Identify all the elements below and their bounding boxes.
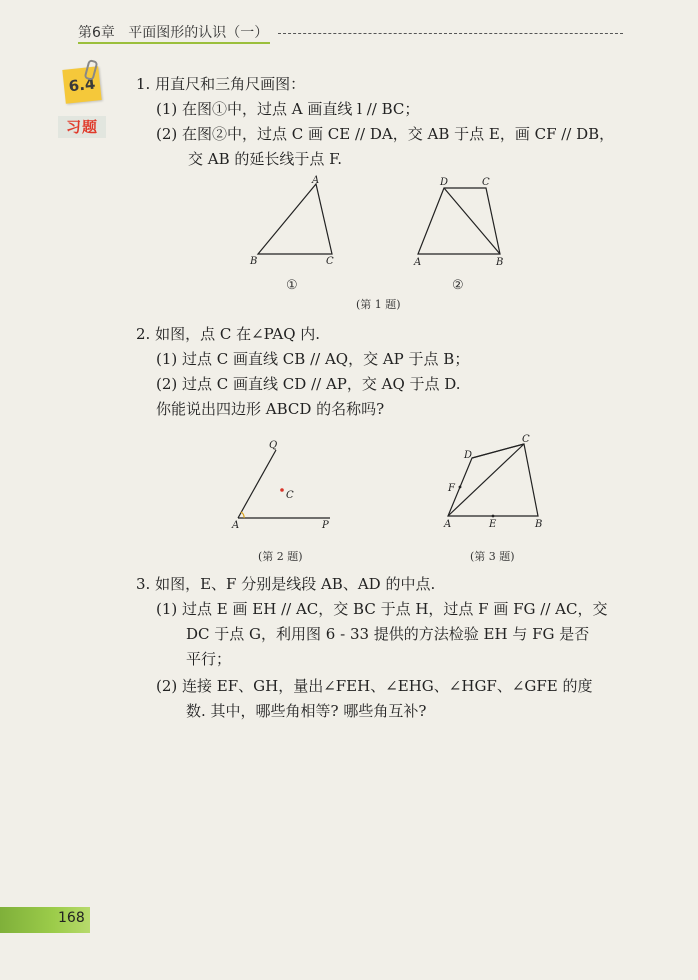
- q2-figure: [226, 436, 346, 536]
- q2-caption: (第 2 题): [258, 550, 303, 563]
- q1-fig1-number: ①: [286, 278, 298, 293]
- q3-part1: (1) 过点 E 画 EH // AC，交 BC 于点 H，过点 F 画 FG // AC，交: [156, 600, 608, 618]
- q2-part2: (2) 过点 C 画直线 CD // AP，交 AQ 于点 D.: [156, 375, 461, 393]
- q1-fig1-label-a: A: [312, 175, 320, 186]
- q1-fig1-label-b: B: [250, 256, 258, 267]
- q3-label-f: F: [448, 483, 455, 494]
- exercise-badge: [58, 66, 106, 138]
- q1-fig2-label-d: D: [440, 177, 449, 188]
- q1-fig1-label-c: C: [326, 256, 334, 267]
- q3-label-b: B: [535, 519, 543, 530]
- chapter-number: 第6章: [78, 25, 115, 41]
- page-number: 168: [58, 910, 85, 926]
- q1-part2-cont: 交 AB 的延长线于点 F.: [188, 150, 342, 168]
- q1-fig2-label-b: B: [496, 257, 504, 268]
- q1-fig2-label-c: C: [482, 177, 490, 188]
- q2-label-q: Q: [269, 440, 278, 451]
- q3-stem: 3. 如图，E、F 分别是线段 AB、AD 的中点.: [136, 575, 436, 593]
- q1-figure1: [240, 172, 350, 272]
- q1-part1: (1) 在图①中，过点 A 画直线 l // BC；: [156, 100, 420, 118]
- section-sticky-note: [62, 66, 101, 104]
- header-dashed-rule: [278, 33, 623, 34]
- q2-label-a: A: [232, 520, 240, 531]
- q3-part2: (2) 连接 EF、GH，量出∠FEH、∠EHG、∠HGF、∠GFE 的度: [156, 677, 593, 695]
- q3-part1-end: 平行；: [186, 650, 232, 668]
- exercise-label: 习题: [58, 116, 106, 138]
- q3-label-a: A: [444, 519, 452, 530]
- q3-label-c: C: [522, 434, 530, 445]
- q3-caption: (第 3 题): [470, 550, 515, 563]
- q3-label-e: E: [489, 519, 497, 530]
- q3-part1-cont: DC 于点 G，利用图 6 - 33 提供的方法检验 EH 与 FG 是否: [186, 625, 590, 643]
- q1-figure2: [406, 172, 516, 272]
- q2-stem: 2. 如图，点 C 在∠PAQ 内.: [136, 325, 321, 343]
- q2-part1: (1) 过点 C 画直线 CB // AQ，交 AP 于点 B；: [156, 350, 470, 368]
- header-underline: [78, 42, 270, 44]
- q1-stem: 1. 用直尺和三角尺画图：: [136, 75, 306, 93]
- q1-part2: (2) 在图②中，过点 C 画 CE // DA，交 AB 于点 E，画 CF // DB，: [156, 125, 615, 143]
- section-number: 6.4: [67, 74, 97, 96]
- q3-figure: [438, 430, 550, 536]
- q3-label-d: D: [464, 450, 473, 461]
- q2-label-c: C: [286, 490, 294, 501]
- chapter-title: 平面图形的认识（一）: [128, 25, 269, 41]
- q1-fig2-label-a: A: [414, 257, 422, 268]
- chapter-heading: [78, 22, 268, 42]
- q2-question: 你能说出四边形 ABCD 的名称吗?: [156, 400, 385, 418]
- q1-caption: (第 1 题): [356, 298, 401, 311]
- q1-fig2-number: ②: [452, 278, 464, 293]
- q2-label-p: P: [322, 520, 329, 531]
- q3-part2-cont: 数. 其中，哪些角相等? 哪些角互补?: [186, 702, 427, 720]
- page-header: [0, 0, 698, 44]
